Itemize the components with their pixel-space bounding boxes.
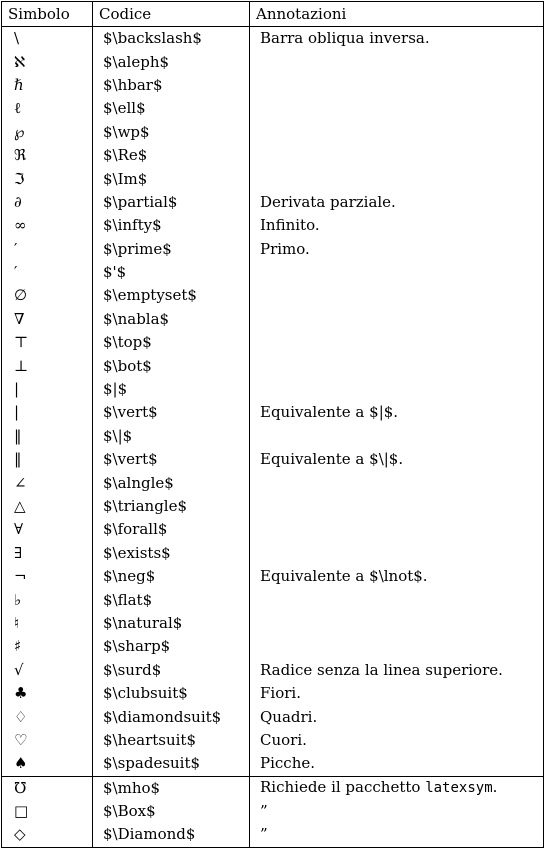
note-cell: [250, 167, 544, 190]
code-cell: $\hbar$: [93, 74, 250, 97]
code-cell: $\alngle$: [93, 471, 250, 494]
note-cell: [250, 261, 544, 284]
code-cell: $\Box$: [93, 800, 250, 823]
note-cell: [250, 74, 544, 97]
table-row: [2, 27, 544, 51]
note-cell: Cuori.: [250, 729, 544, 752]
note-text: ”: [260, 824, 268, 843]
symbol-cell: ♢: [2, 705, 93, 728]
code-cell: $\|$: [93, 425, 250, 448]
table-row: [2, 50, 544, 73]
table-row: [2, 495, 544, 518]
symbol-cell: ∅: [2, 284, 93, 307]
table-row: [2, 776, 544, 800]
code-cell: $\diamondsuit$: [93, 705, 250, 728]
symbol-cell: ⊤: [2, 331, 93, 354]
symbol-cell: ℘: [2, 121, 93, 144]
symbol-cell: ⊥: [2, 354, 93, 377]
note-cell: Equivalente a $|$.: [250, 401, 544, 424]
note-cell: [250, 378, 544, 401]
symbol-cell: △: [2, 495, 93, 518]
table-row: [2, 612, 544, 635]
symbol-cell: ♠: [2, 752, 93, 776]
symbol-cell: |: [2, 378, 93, 401]
symbol-cell: ♡: [2, 729, 93, 752]
code-cell: $\forall$: [93, 518, 250, 541]
note-text: Richiede il pacchetto: [260, 778, 426, 797]
note-cell: [250, 354, 544, 377]
table-body: [2, 27, 544, 848]
table-row: [2, 401, 544, 424]
code-cell: $\ell$: [93, 97, 250, 120]
code-cell: $\vert$: [93, 401, 250, 424]
code-cell: $\sharp$: [93, 635, 250, 658]
table-row: [2, 284, 544, 307]
symbol-cell: ′: [2, 238, 93, 261]
table-row: [2, 800, 544, 823]
symbol-cell: ¬: [2, 565, 93, 588]
table-row: [2, 308, 544, 331]
code-cell: $\emptyset$: [93, 284, 250, 307]
symbol-cell: ∂: [2, 191, 93, 214]
table-row: [2, 659, 544, 682]
code-cell: $\infty$: [93, 214, 250, 237]
table-row: [2, 354, 544, 377]
symbol-cell: ◇: [2, 823, 93, 847]
symbol-cell: ∀: [2, 518, 93, 541]
symbols-table: [1, 1, 544, 848]
note-cell: [250, 495, 544, 518]
table-row: [2, 729, 544, 752]
table-row: [2, 588, 544, 611]
code-cell: $\neg$: [93, 565, 250, 588]
symbol-cell: ℵ: [2, 50, 93, 73]
code-cell: $\wp$: [93, 121, 250, 144]
table-row: [2, 238, 544, 261]
note-cell: [250, 800, 544, 823]
table-row: [2, 542, 544, 565]
note-cell: [250, 612, 544, 635]
table-row: [2, 167, 544, 190]
table-row: [2, 378, 544, 401]
code-cell: $\backslash$: [93, 27, 250, 51]
code-cell: $'$: [93, 261, 250, 284]
note-cell: [250, 308, 544, 331]
note-cell: [250, 121, 544, 144]
note-cell: [250, 284, 544, 307]
note-cell: [250, 144, 544, 167]
code-cell: $\aleph$: [93, 50, 250, 73]
symbol-cell: ♣: [2, 682, 93, 705]
symbol-cell: \: [2, 27, 93, 51]
symbol-cell: |: [2, 401, 93, 424]
code-cell: $\clubsuit$: [93, 682, 250, 705]
symbol-cell: ∃: [2, 542, 93, 565]
note-cell: [250, 50, 544, 73]
note-cell: Fiori.: [250, 682, 544, 705]
note-cell: [250, 635, 544, 658]
table-row: [2, 97, 544, 120]
symbol-cell: ∇: [2, 308, 93, 331]
note-cell: Radice senza la linea superiore.: [250, 659, 544, 682]
symbol-cell: ℧: [2, 776, 93, 800]
note-cell: Quadri.: [250, 705, 544, 728]
code-cell: $\partial$: [93, 191, 250, 214]
note-cell: [250, 588, 544, 611]
note-text: ”: [260, 801, 268, 820]
note-cell: Picche.: [250, 752, 544, 776]
note-cell: [250, 97, 544, 120]
code-cell: $\nabla$: [93, 308, 250, 331]
note-cell: Derivata parziale.: [250, 191, 544, 214]
symbol-cell: □: [2, 800, 93, 823]
table-row: [2, 121, 544, 144]
note-cell: Equivalente a $\|$.: [250, 448, 544, 471]
code-cell: $\mho$: [93, 776, 250, 800]
code-cell: $\natural$: [93, 612, 250, 635]
code-cell: $\Im$: [93, 167, 250, 190]
table-row: [2, 191, 544, 214]
code-cell: $\prime$: [93, 238, 250, 261]
code-cell: $|$: [93, 378, 250, 401]
table-row: [2, 752, 544, 776]
code-cell: $\exists$: [93, 542, 250, 565]
symbol-cell: √: [2, 659, 93, 682]
table-row: [2, 144, 544, 167]
table-row: [2, 261, 544, 284]
header-code: Codice: [93, 2, 250, 27]
table-row: [2, 471, 544, 494]
symbol-cell: ‖: [2, 425, 93, 448]
symbol-cell: ′: [2, 261, 93, 284]
symbol-cell: ℏ: [2, 74, 93, 97]
table-row: [2, 331, 544, 354]
symbol-cell: ♭: [2, 588, 93, 611]
code-cell: $\spadesuit$: [93, 752, 250, 776]
note-cell: Infinito.: [250, 214, 544, 237]
note-cell: [250, 425, 544, 448]
note-cell: Primo.: [250, 238, 544, 261]
table-row: [2, 518, 544, 541]
note-cell: [250, 471, 544, 494]
symbol-cell: ℜ: [2, 144, 93, 167]
code-cell: $\heartsuit$: [93, 729, 250, 752]
package-name: latexsym: [425, 780, 493, 797]
symbol-cell: ∠: [2, 471, 93, 494]
symbol-cell: ♮: [2, 612, 93, 635]
table-row: [2, 425, 544, 448]
code-cell: $\triangle$: [93, 495, 250, 518]
code-cell: $\vert$: [93, 448, 250, 471]
header-notes: Annotazioni: [250, 2, 544, 27]
table-row: [2, 705, 544, 728]
table-row: [2, 682, 544, 705]
code-cell: $\top$: [93, 331, 250, 354]
note-cell: [250, 542, 544, 565]
table-row: [2, 214, 544, 237]
header-symbol: Simbolo: [2, 2, 93, 27]
note-cell: [250, 776, 544, 800]
code-cell: $\Re$: [93, 144, 250, 167]
note-cell: [250, 518, 544, 541]
note-cell: [250, 331, 544, 354]
note-cell: Equivalente a $\lnot$.: [250, 565, 544, 588]
table-row: [2, 74, 544, 97]
note-suffix: .: [492, 778, 498, 797]
symbol-cell: ℓ: [2, 97, 93, 120]
code-cell: $\surd$: [93, 659, 250, 682]
note-cell: Barra obliqua inversa.: [250, 27, 544, 51]
code-cell: $\bot$: [93, 354, 250, 377]
code-cell: $\flat$: [93, 588, 250, 611]
symbols-page: [1, 1, 543, 848]
symbol-cell: ∞: [2, 214, 93, 237]
code-cell: $\Diamond$: [93, 823, 250, 847]
symbol-cell: ℑ: [2, 167, 93, 190]
symbol-cell: ‖: [2, 448, 93, 471]
table-row: [2, 565, 544, 588]
symbol-cell: ♯: [2, 635, 93, 658]
table-row: [2, 635, 544, 658]
table-header-row: [2, 2, 544, 27]
table-row: [2, 448, 544, 471]
